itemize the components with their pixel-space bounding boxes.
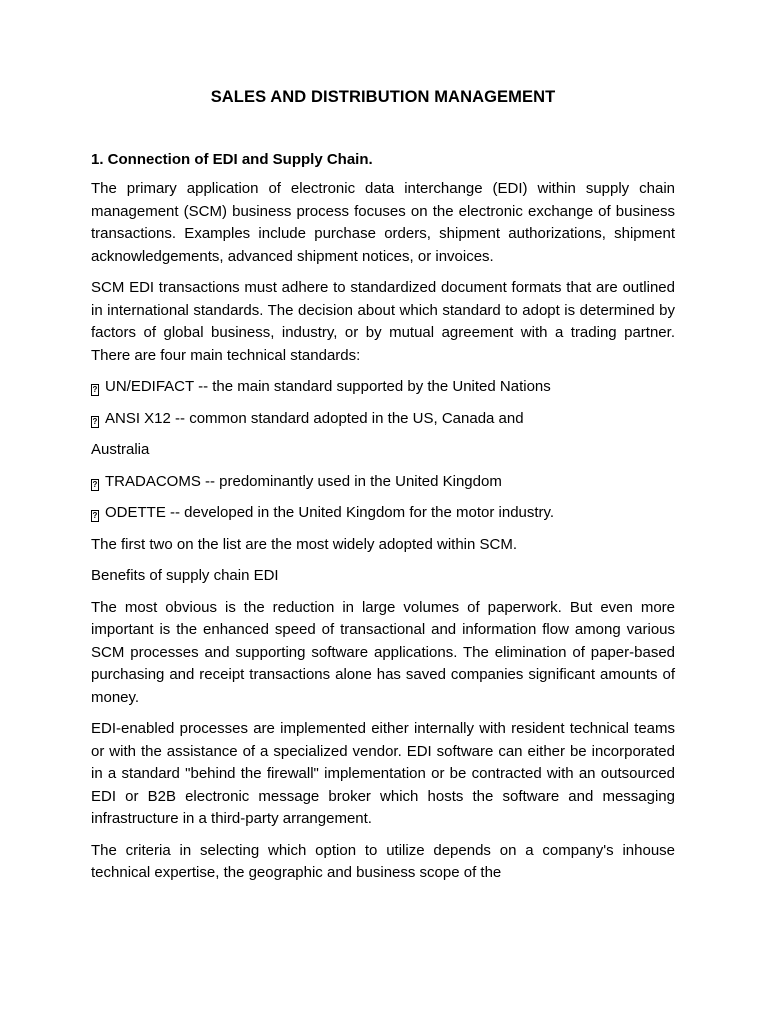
paragraph-widely-adopted: The first two on the list are the most widely adopted within SCM.	[91, 535, 518, 553]
bullet-text: ANSI X12 -- common standard adopted in the US, Canada and	[105, 409, 524, 427]
missing-glyph-icon: ?	[92, 385, 98, 394]
paragraph-edi-standards: SCM EDI transactions must adhere to standardized document formats that are outlined in international standards. The decision about which standard to adopt is determined by factors of global business, industry, or by mutual agreement with a trading partner. There are four main technical standards:	[91, 279, 675, 364]
paragraph-criteria: The criteria in selecting which option to utilize depends on a company's inhouse technical expertise, the geographic and business scope of the	[91, 841, 675, 881]
document-title: SALES AND DISTRIBUTION MANAGEMENT	[210, 88, 556, 106]
paragraph-edi-application: The primary application of electronic data interchange (EDI) within supply chain management (SCM) business process focuses on the electronic exchange of business transactions. Examples include purchase orders, shipment authorizations, shipment acknowledgements, advanced shipment notices, or invoices.	[91, 180, 675, 265]
paragraph-implementation: EDI-enabled processes are implemented either internally with resident technical teams or with the assistance of a specialized vendor. EDI software can either be incorporated in a standard "behind the firewall" implementation or be contracted with an outsourced EDI or B2B electronic message broker which hosts the software and messaging infrastructure in a third-party arrangement.	[91, 720, 675, 827]
bullet-item	[91, 376, 675, 399]
bullet-text: ODETTE -- developed in the United Kingdom for the motor industry.	[105, 504, 555, 521]
subheading-benefits: Benefits of supply chain EDI	[91, 567, 279, 584]
missing-glyph-icon: ?	[92, 479, 98, 489]
bullet-item	[91, 502, 675, 525]
bullet-text: TRADACOMS -- predominantly used in the United Kingdom	[105, 472, 502, 490]
bullet-continuation: Australia	[91, 441, 150, 458]
section-heading: 1. Connection of EDI and Supply Chain.	[91, 151, 373, 168]
paragraph-benefits: The most obvious is the reduction in large volumes of paperwork. But even more important is the enhanced speed of transactional and information flow among various SCM processes and supporting software applications. The elimination of paper-based purchasing and receipt transactions alone has saved companies significant amounts of money.	[91, 598, 675, 706]
bullet-item	[91, 471, 675, 494]
bullet-item	[91, 408, 675, 431]
missing-glyph-icon: ?	[92, 511, 98, 520]
missing-glyph-icon: ?	[92, 416, 98, 426]
bullet-text: UN/EDIFACT -- the main standard supported by the United Nations	[105, 378, 551, 395]
